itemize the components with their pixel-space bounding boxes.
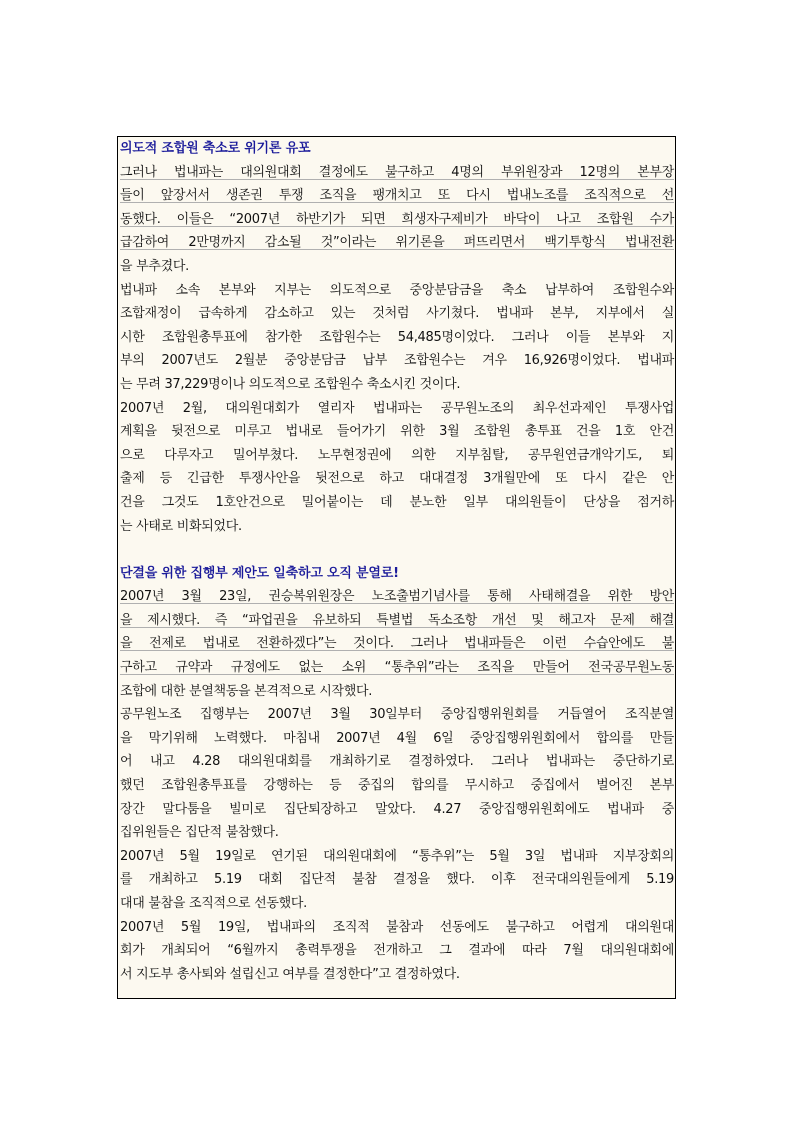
paragraph-line: 들이 앞장서서 생존권 투쟁 조직을 팽개치고 또 다시 법내노조를 조직적으로 선 [120, 188, 674, 204]
section-heading: 단결을 위한 집행부 제안도 일축하고 오직 분열로! [120, 565, 399, 581]
paragraph-line: 부의 2007년도 2월분 중앙분담금 납부 조합원수는 겨우 16,926명이었다. 법내파 [120, 353, 674, 369]
paragraph-line: 2007년 2월, 대의원대회가 열리자 법내파는 공무원노조의 최우선과제인 투쟁사업 [120, 400, 674, 416]
paragraph-line: 집위원들은 집단적 불참했다. [120, 825, 279, 841]
paragraph-line: 그러나 법내파는 대의원대회 결정에도 불구하고 4명의 부위원장과 12명의 본부장 [120, 164, 674, 180]
section-heading: 의도적 조합원 축소로 위기론 유포 [120, 141, 311, 156]
paragraph-line: 조합에 대한 분열책동을 본격적으로 시작했다. [120, 683, 373, 699]
paragraph-line: 는 무려 37,229명이나 의도적으로 조합원수 축소시킨 것이다. [120, 376, 461, 392]
paragraph-line: 회가 개최되어 “6월까지 총력투쟁을 전개하고 그 결과에 따라 7월 대의원대회에 [120, 943, 674, 959]
paragraph-line: 법내파 소속 본부와 지부는 의도적으로 중앙분담금을 축소 납부하여 조합원수와 [120, 282, 674, 298]
paragraph-line: 2007년 5월 19일, 법내파의 조직적 불참과 선동에도 불구하고 어렵게 대의원대 [120, 919, 674, 935]
paragraph-line: 2007년 5월 19일로 연기된 대의원대회에 “통추위”는 5월 3일 법내파 지부장회의 [120, 848, 674, 864]
article-box [117, 136, 676, 999]
paragraph-line: 를 개최하고 5.19 대회 집단적 불참 결정을 했다. 이후 전국대의원들에게 5.19 [120, 872, 674, 888]
paragraph-line: 는 사태로 비화되었다. [120, 518, 242, 534]
paragraph-line: 을 막기위해 노력했다. 마침내 2007년 4월 6일 중앙집행위원회에서 합의를 만들 [120, 730, 674, 746]
paragraph-line: 을 전제로 법내로 전환하겠다”는 것이다. 그러나 법내파들은 이런 수습안에도 불 [120, 636, 674, 652]
paragraph-line: 대대 불참을 조직적으로 선동했다. [120, 896, 307, 911]
paragraph-line: 했던 조합원총투표를 강행하는 등 중집의 합의를 무시하고 중집에서 벌어진 본부 [120, 778, 674, 794]
paragraph-line: 으로 다루자고 밀어부쳤다. 노무현정권에 의한 지부침탈, 공무원연금개악기도, 퇴 [120, 447, 674, 463]
paragraph-line: 서 지도부 총사퇴와 설립신고 여부를 결정한다”고 결정하였다. [120, 966, 460, 982]
section-gap [120, 538, 674, 562]
paragraph-line: 을 제시했다. 즉 “파업권을 유보하되 특별법 독소조항 개선 및 해고자 문제 해결 [120, 612, 674, 628]
paragraph-line: 공무원노조 집행부는 2007년 3월 30일부터 중앙집행위원회를 거듭열어 조직분열 [120, 707, 674, 723]
paragraph-line: 급감하여 2만명까지 감소될 것”이라는 위기론을 퍼뜨리면서 백기투항식 법내전환 [120, 235, 674, 251]
paragraph-line: 계획을 뒷전으로 미루고 법내로 들어가기 위한 3월 조합원 총투표 건을 1호 안건 [120, 424, 674, 440]
paragraph-line: 2007년 3월 23일, 권승복위원장은 노조출범기념사를 통해 사태해결을 위한 방안 [120, 589, 674, 605]
paragraph-line: 장간 말다툼을 빌미로 집단퇴장하고 말았다. 4.27 중앙집행위원회에도 법내파 중 [120, 801, 674, 817]
paragraph-line: 구하고 규약과 규정에도 없는 소위 “통추위”라는 조직을 만들어 전국공무원노동 [120, 660, 674, 676]
paragraph-line: 건을 그것도 1호안건으로 밀어붙이는 데 분노한 일부 대의원들이 단상을 점거하 [120, 494, 674, 510]
paragraph-line: 조합재정이 급속하게 감소하고 있는 것처럼 사기쳤다. 법내파 본부, 지부에서 실 [120, 306, 674, 322]
paragraph-line: 시한 조합원총투표에 참가한 조합원수는 54,485명이었다. 그러나 이들 본부와 지 [120, 329, 674, 345]
paragraph-line: 동했다. 이들은 “2007년 하반기가 되면 희생자구제비가 바닥이 나고 조합원 수가 [120, 211, 674, 227]
paragraph-line: 출제 등 긴급한 투쟁사안을 뒷전으로 하고 대대결정 3개월만에 또 다시 같은 안 [120, 471, 674, 487]
paragraph-line: 어 내고 4.28 대의원대회를 개최하기로 결정하였다. 그러나 법내파는 중단하기로 [120, 754, 674, 770]
paragraph-line: 을 부추겼다. [120, 258, 189, 274]
